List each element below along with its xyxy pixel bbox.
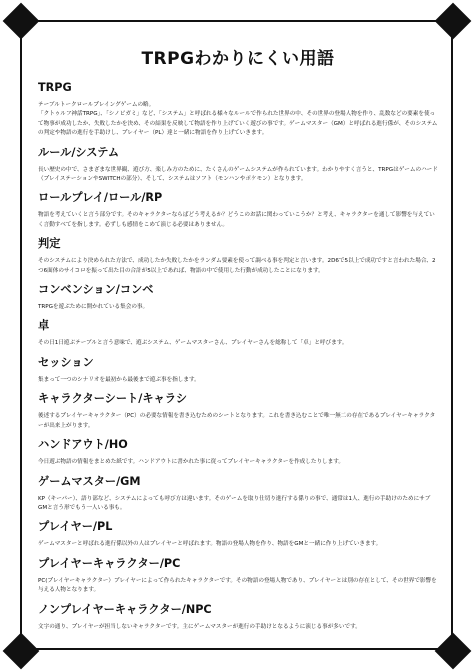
term-heading: キャラクターシート/キャラシ (38, 392, 188, 406)
glossary (38, 44, 438, 639)
term-heading: セッション (38, 355, 94, 369)
term-non-player-character (38, 603, 438, 632)
term-definition: テーブルトークロールプレイングゲームの略。 「クトゥルフ神話TRPG」、「シノビガミ」など、「システム」と呼ばれる様々なルールで作られた世界の中、その世界の登場人物を作り、乱数などの要素を使って物事が成功したか、失敗したかを決め、その結果を反映して物語を作り上げていく遊びの事です。ゲームマスター（GM）と呼ばれる進行係が、そのシステムの判定や物語の進行を手助けし、プレイヤー（PL）達と一緒に物語を作り上げていきます。 (38, 102, 438, 137)
term-judgement (38, 237, 438, 276)
term-definition: 集まって一つのシナリオを最初から最後まで遊ぶ事を指します。 (38, 376, 200, 383)
term-rule-system (38, 146, 438, 185)
term-session (38, 356, 438, 385)
term-table (38, 319, 438, 348)
term-definition: 文字の通り、プレイヤーが担当しないキャラクターです。主にゲームマスターが進行の手助けとなるように演じる事が多いです。 (38, 623, 361, 630)
term-definition: その日1日遊ぶテーブルと言う意味で、遊ぶシステム、ゲームマスターさん、プレイヤーさんを総称して「卓」と呼びます。 (38, 340, 348, 347)
term-definition: 物語を考えていくと言う部分です。そのキャラクターならばどう考えるか？どうこのお話に関わっていこうか？と考え、キャラクターを通して影響を与えていく言動すべてを指します。必ずしも感情をこめて演じる必要はありません。 (38, 212, 435, 228)
term-definition: ゲームマスターと呼ばれる進行係以外の人はプレイヤーと呼ばれます。物語の登場人物を作り、物語をGMと一緒に作り上げていきます。 (38, 541, 382, 548)
term-heading: ノンプレイヤーキャラクター/NPC (38, 602, 212, 616)
term-trpg (38, 81, 438, 139)
term-definition: 今日遊ぶ物語の情報をまとめた紙です。ハンドアウトに書かれた事に従ってプレイヤーキャラクターを作成したりします。 (38, 459, 344, 466)
term-heading: プレイヤー/PL (38, 520, 113, 534)
term-handout (38, 438, 438, 467)
term-game-master (38, 475, 438, 514)
term-player (38, 520, 438, 549)
term-definition: 後述するプレイヤーキャラクター（PC）の必要な情報を書き込むためのシートとなります。これを書き込むことで唯一無二の存在であるプレイヤーキャラクターが出来上がります。 (38, 413, 436, 429)
term-player-character (38, 557, 438, 596)
term-heading: ルール/システム (38, 145, 120, 159)
term-heading: ハンドアウト/HO (38, 438, 128, 452)
term-heading: コンベンション/コンベ (38, 283, 154, 297)
term-roleplay (38, 191, 438, 230)
term-heading: 卓 (38, 319, 50, 333)
term-heading: ロールプレイ/ロール/RP (38, 191, 163, 205)
term-definition: KP（キーパー）、語り部など、システムによっても呼び方は違います。そのゲームを取り仕切り進行する係りの事で、通常は1人、進行の手助けのためにサブGMと言う形でもう一人いる事も。 (38, 495, 431, 511)
term-definition: TRPGを遊ぶために開かれている集会の事。 (38, 304, 149, 311)
term-heading: ゲームマスター/GM (38, 474, 141, 488)
term-convention (38, 283, 438, 312)
term-definition: そのシステムにより決められた方法で、成功したか失敗したかをランダム要素を使って調べる事を判定と言います。2D6で5以上で成功ですと言われた場合、2つ6面体のサイコロを振って出た目の合計が5以上であれば、物語の中で使用した行動が成功したことになります。 (38, 258, 436, 274)
term-character-sheet (38, 392, 438, 431)
term-definition: PC(プレイヤーキャラクター）プレイヤーによって作られたキャラクターです。その物語の登場人物であり、プレイヤーとは別の存在として、その世界で影響を与える人物となります。 (38, 577, 437, 594)
term-heading: 判定 (38, 237, 61, 251)
term-heading: プレイヤーキャラクター/PC (38, 556, 181, 570)
page-title: TRPGわかりにくい用語 (141, 49, 335, 69)
term-definition: 長い歴史の中で、さまざまな世界観、遊び方、楽しみ方のために、たくさんのゲームシステムが作られています。わかりやすく言うと、TRPGはゲームのハード（プレイステーションやSWITCHの部分）、そして、システムはソフト（モンハンやポケモン）となります。 (38, 166, 438, 183)
term-heading: TRPG (38, 81, 72, 94)
